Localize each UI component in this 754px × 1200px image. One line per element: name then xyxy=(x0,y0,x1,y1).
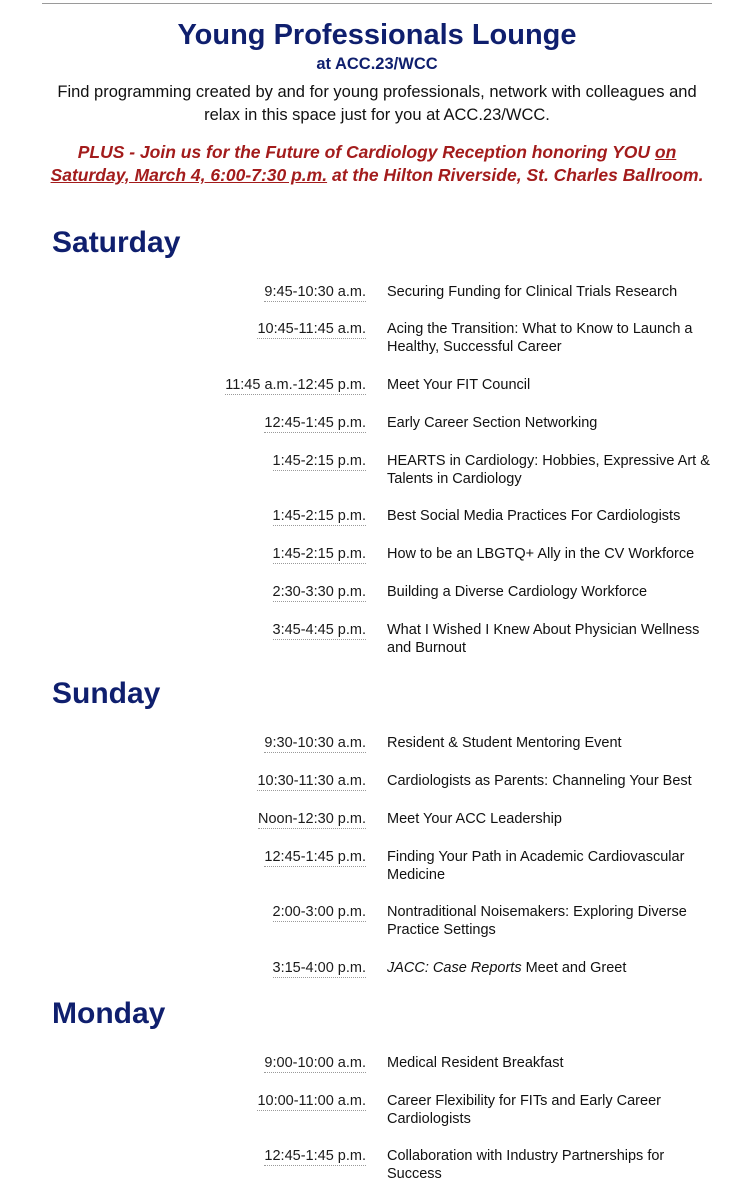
session-title: Meet Your ACC Leadership xyxy=(387,811,562,827)
session-title xyxy=(387,959,717,977)
session-title: Resident & Student Mentoring Event xyxy=(387,735,622,751)
session-title: How to be an LBGTQ+ Ally in the CV Workforce xyxy=(387,546,695,562)
reception-announcement xyxy=(47,141,707,187)
reception-prefix: PLUS - Join us for the Future of Cardiology Reception honoring YOU xyxy=(77,142,655,162)
page-header xyxy=(0,18,754,187)
session-time: 10:00-11:00 a.m. xyxy=(257,1093,366,1109)
session-title: Acing the Transition: What to Know to Launch a Healthy, Successful Career xyxy=(387,321,693,355)
session-title: Career Flexibility for FITs and Early Career Cardiologists xyxy=(387,1093,661,1127)
top-divider xyxy=(42,0,712,4)
session-title: Best Social Media Practices For Cardiologists xyxy=(387,508,681,524)
session-time: 12:45-1:45 p.m. xyxy=(264,1148,366,1164)
page-title: Young Professionals Lounge xyxy=(177,19,577,51)
session-title-rest: Meet and Greet xyxy=(521,960,627,976)
session-time: 2:00-3:00 p.m. xyxy=(272,904,366,920)
session-time: 10:45-11:45 a.m. xyxy=(257,321,366,337)
session-title: Nontraditional Noisemakers: Exploring Diverse Practice Settings xyxy=(387,904,687,938)
reception-location: at the Hilton Riverside, St. Charles Ballroom. xyxy=(327,165,704,185)
session-time: 3:45-4:45 p.m. xyxy=(272,622,366,638)
session-time: 10:30-11:30 a.m. xyxy=(257,773,366,789)
session-time: 12:45-1:45 p.m. xyxy=(264,415,366,431)
session-time: Noon-12:30 p.m. xyxy=(257,811,366,827)
session-time: 2:30-3:30 p.m. xyxy=(272,584,366,600)
session-time: 1:45-2:15 p.m. xyxy=(272,453,366,469)
page-subtitle: at ACC.23/WCC xyxy=(316,55,438,73)
session-title: Meet Your FIT Council xyxy=(387,377,531,393)
session-time: 3:15-4:00 p.m. xyxy=(272,960,366,976)
session-time: 12:45-1:45 p.m. xyxy=(264,849,366,865)
session-title: Collaboration with Industry Partnerships for Success xyxy=(387,1148,665,1182)
session-time: 1:45-2:15 p.m. xyxy=(272,508,366,524)
session-title: Early Career Section Networking xyxy=(387,415,598,431)
day-heading-saturday: Saturday xyxy=(52,226,181,259)
session-title: What I Wished I Knew About Physician Wellness and Burnout xyxy=(387,622,700,656)
intro-text: Find programming created by and for young professionals, network with colleagues and relax in this space just for you at ACC.23/WCC. xyxy=(57,83,697,124)
day-heading-monday: Monday xyxy=(52,997,166,1030)
reception-date-link[interactable]: on Saturday, March 4, 6:00-7:30 p.m. xyxy=(50,142,677,185)
day-heading-sunday: Sunday xyxy=(52,677,161,710)
session-time: 9:45-10:30 a.m. xyxy=(264,284,366,300)
session-time: 9:00-10:00 a.m. xyxy=(264,1055,366,1071)
journal-name: JACC: Case Reports xyxy=(387,960,522,976)
session-title: Finding Your Path in Academic Cardiovascular Medicine xyxy=(387,849,685,883)
session-time: 9:30-10:30 a.m. xyxy=(264,735,366,751)
session-title: Building a Diverse Cardiology Workforce xyxy=(387,584,648,600)
session-title: Cardiologists as Parents: Channeling Your Best xyxy=(387,773,692,789)
session-title: HEARTS in Cardiology: Hobbies, Expressive Art & Talents in Cardiology xyxy=(387,453,710,487)
session-title: Medical Resident Breakfast xyxy=(387,1055,564,1071)
session-time: 1:45-2:15 p.m. xyxy=(272,546,366,562)
session-time: 11:45 a.m.-12:45 p.m. xyxy=(225,377,366,393)
session-title: Securing Funding for Clinical Trials Research xyxy=(387,284,678,300)
